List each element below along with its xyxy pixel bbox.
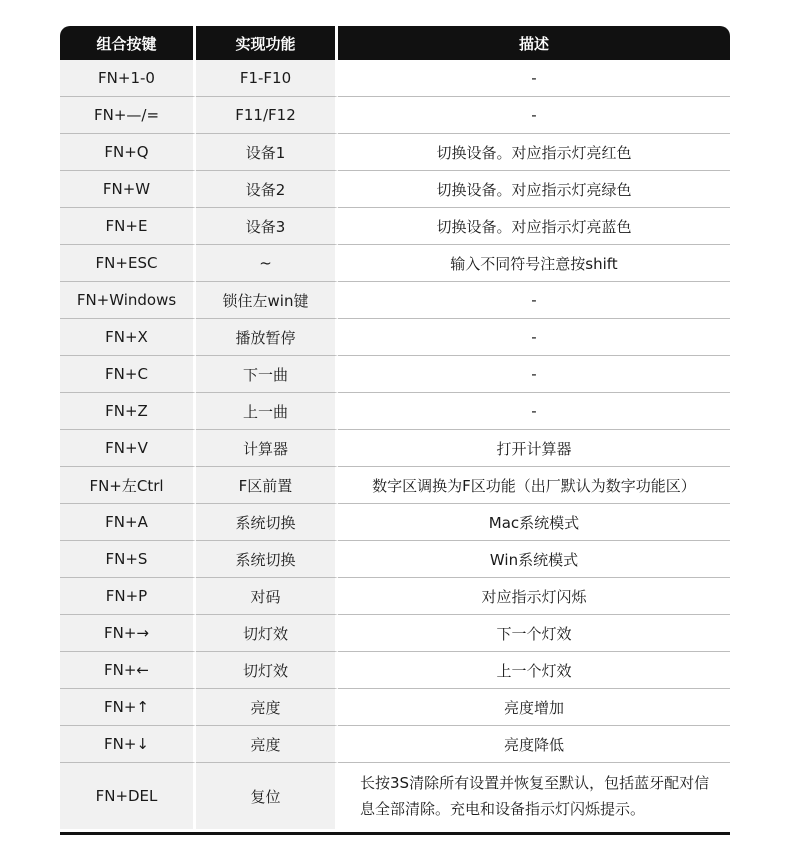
description-cell: - [338,319,730,356]
key-combo-cell: FN+S [60,541,196,578]
table-header-row [60,26,730,60]
function-cell: 复位 [196,763,338,829]
key-combo-cell: FN+V [60,430,196,467]
description-cell: 切换设备。对应指示灯亮蓝色 [338,208,730,245]
key-combo-cell: FN+P [60,578,196,615]
table-row [60,208,730,245]
function-cell: 切灯效 [196,615,338,652]
description-cell: Mac系统模式 [338,504,730,541]
key-combo-cell: FN+Q [60,134,196,171]
function-cell: F11/F12 [196,97,338,134]
description-cell: 数字区调换为F区功能（出厂默认为数字功能区） [338,467,730,504]
function-cell: ~ [196,245,338,282]
description-cell: 输入不同符号注意按shift [338,245,730,282]
table-row [60,726,730,763]
table-row [60,689,730,726]
key-combo-cell: FN+Z [60,393,196,430]
function-cell: 亮度 [196,689,338,726]
key-combo-cell: FN+↓ [60,726,196,763]
function-cell: 锁住左win键 [196,282,338,319]
key-combo-cell: FN+Windows [60,282,196,319]
description-cell: - [338,393,730,430]
function-cell: 播放暂停 [196,319,338,356]
function-cell: 下一曲 [196,356,338,393]
description-cell: Win系统模式 [338,541,730,578]
table-row [60,615,730,652]
table-row [60,430,730,467]
key-combo-cell: FN+ESC [60,245,196,282]
shortcut-table [60,26,730,829]
table-row [60,763,730,829]
function-cell: 上一曲 [196,393,338,430]
key-combo-cell: FN+↑ [60,689,196,726]
key-combo-cell: FN+← [60,652,196,689]
function-cell: 设备2 [196,171,338,208]
header-function: 实现功能 [196,26,338,60]
function-cell: 计算器 [196,430,338,467]
function-cell: F1-F10 [196,60,338,97]
table-row [60,245,730,282]
key-combo-cell: FN+左Ctrl [60,467,196,504]
key-combo-cell: FN+→ [60,615,196,652]
function-cell: 设备3 [196,208,338,245]
function-cell: 系统切换 [196,504,338,541]
table-row [60,319,730,356]
table-bottom-rule [60,832,730,835]
key-combo-cell: FN+DEL [60,763,196,829]
table-body [60,60,730,829]
description-cell: 上一个灯效 [338,652,730,689]
table-row [60,393,730,430]
description-cell: - [338,60,730,97]
key-combo-cell: FN+W [60,171,196,208]
table-row [60,467,730,504]
table-row [60,578,730,615]
description-cell: - [338,282,730,319]
table-row [60,171,730,208]
function-cell: F区前置 [196,467,338,504]
shortcut-table-container [60,26,730,829]
description-cell: 长按3S清除所有设置并恢复至默认，包括蓝牙配对信息全部清除。充电和设备指示灯闪烁提示。 [338,763,730,829]
table-row [60,97,730,134]
function-cell: 亮度 [196,726,338,763]
description-cell: 打开计算器 [338,430,730,467]
table-row [60,60,730,97]
table-row [60,652,730,689]
function-cell: 系统切换 [196,541,338,578]
table-row [60,356,730,393]
description-cell: 下一个灯效 [338,615,730,652]
description-cell: 亮度降低 [338,726,730,763]
description-cell: - [338,356,730,393]
function-cell: 设备1 [196,134,338,171]
key-combo-cell: FN+1-0 [60,60,196,97]
table-row [60,282,730,319]
key-combo-cell: FN+A [60,504,196,541]
key-combo-cell: FN+E [60,208,196,245]
header-key-combo: 组合按键 [60,26,196,60]
key-combo-cell: FN+—/= [60,97,196,134]
description-cell: 亮度增加 [338,689,730,726]
description-cell: 对应指示灯闪烁 [338,578,730,615]
description-cell: 切换设备。对应指示灯亮绿色 [338,171,730,208]
function-cell: 切灯效 [196,652,338,689]
key-combo-cell: FN+X [60,319,196,356]
description-cell: 切换设备。对应指示灯亮红色 [338,134,730,171]
table-row [60,541,730,578]
function-cell: 对码 [196,578,338,615]
header-description: 描述 [338,26,730,60]
table-row [60,134,730,171]
table-row [60,504,730,541]
description-cell: - [338,97,730,134]
key-combo-cell: FN+C [60,356,196,393]
